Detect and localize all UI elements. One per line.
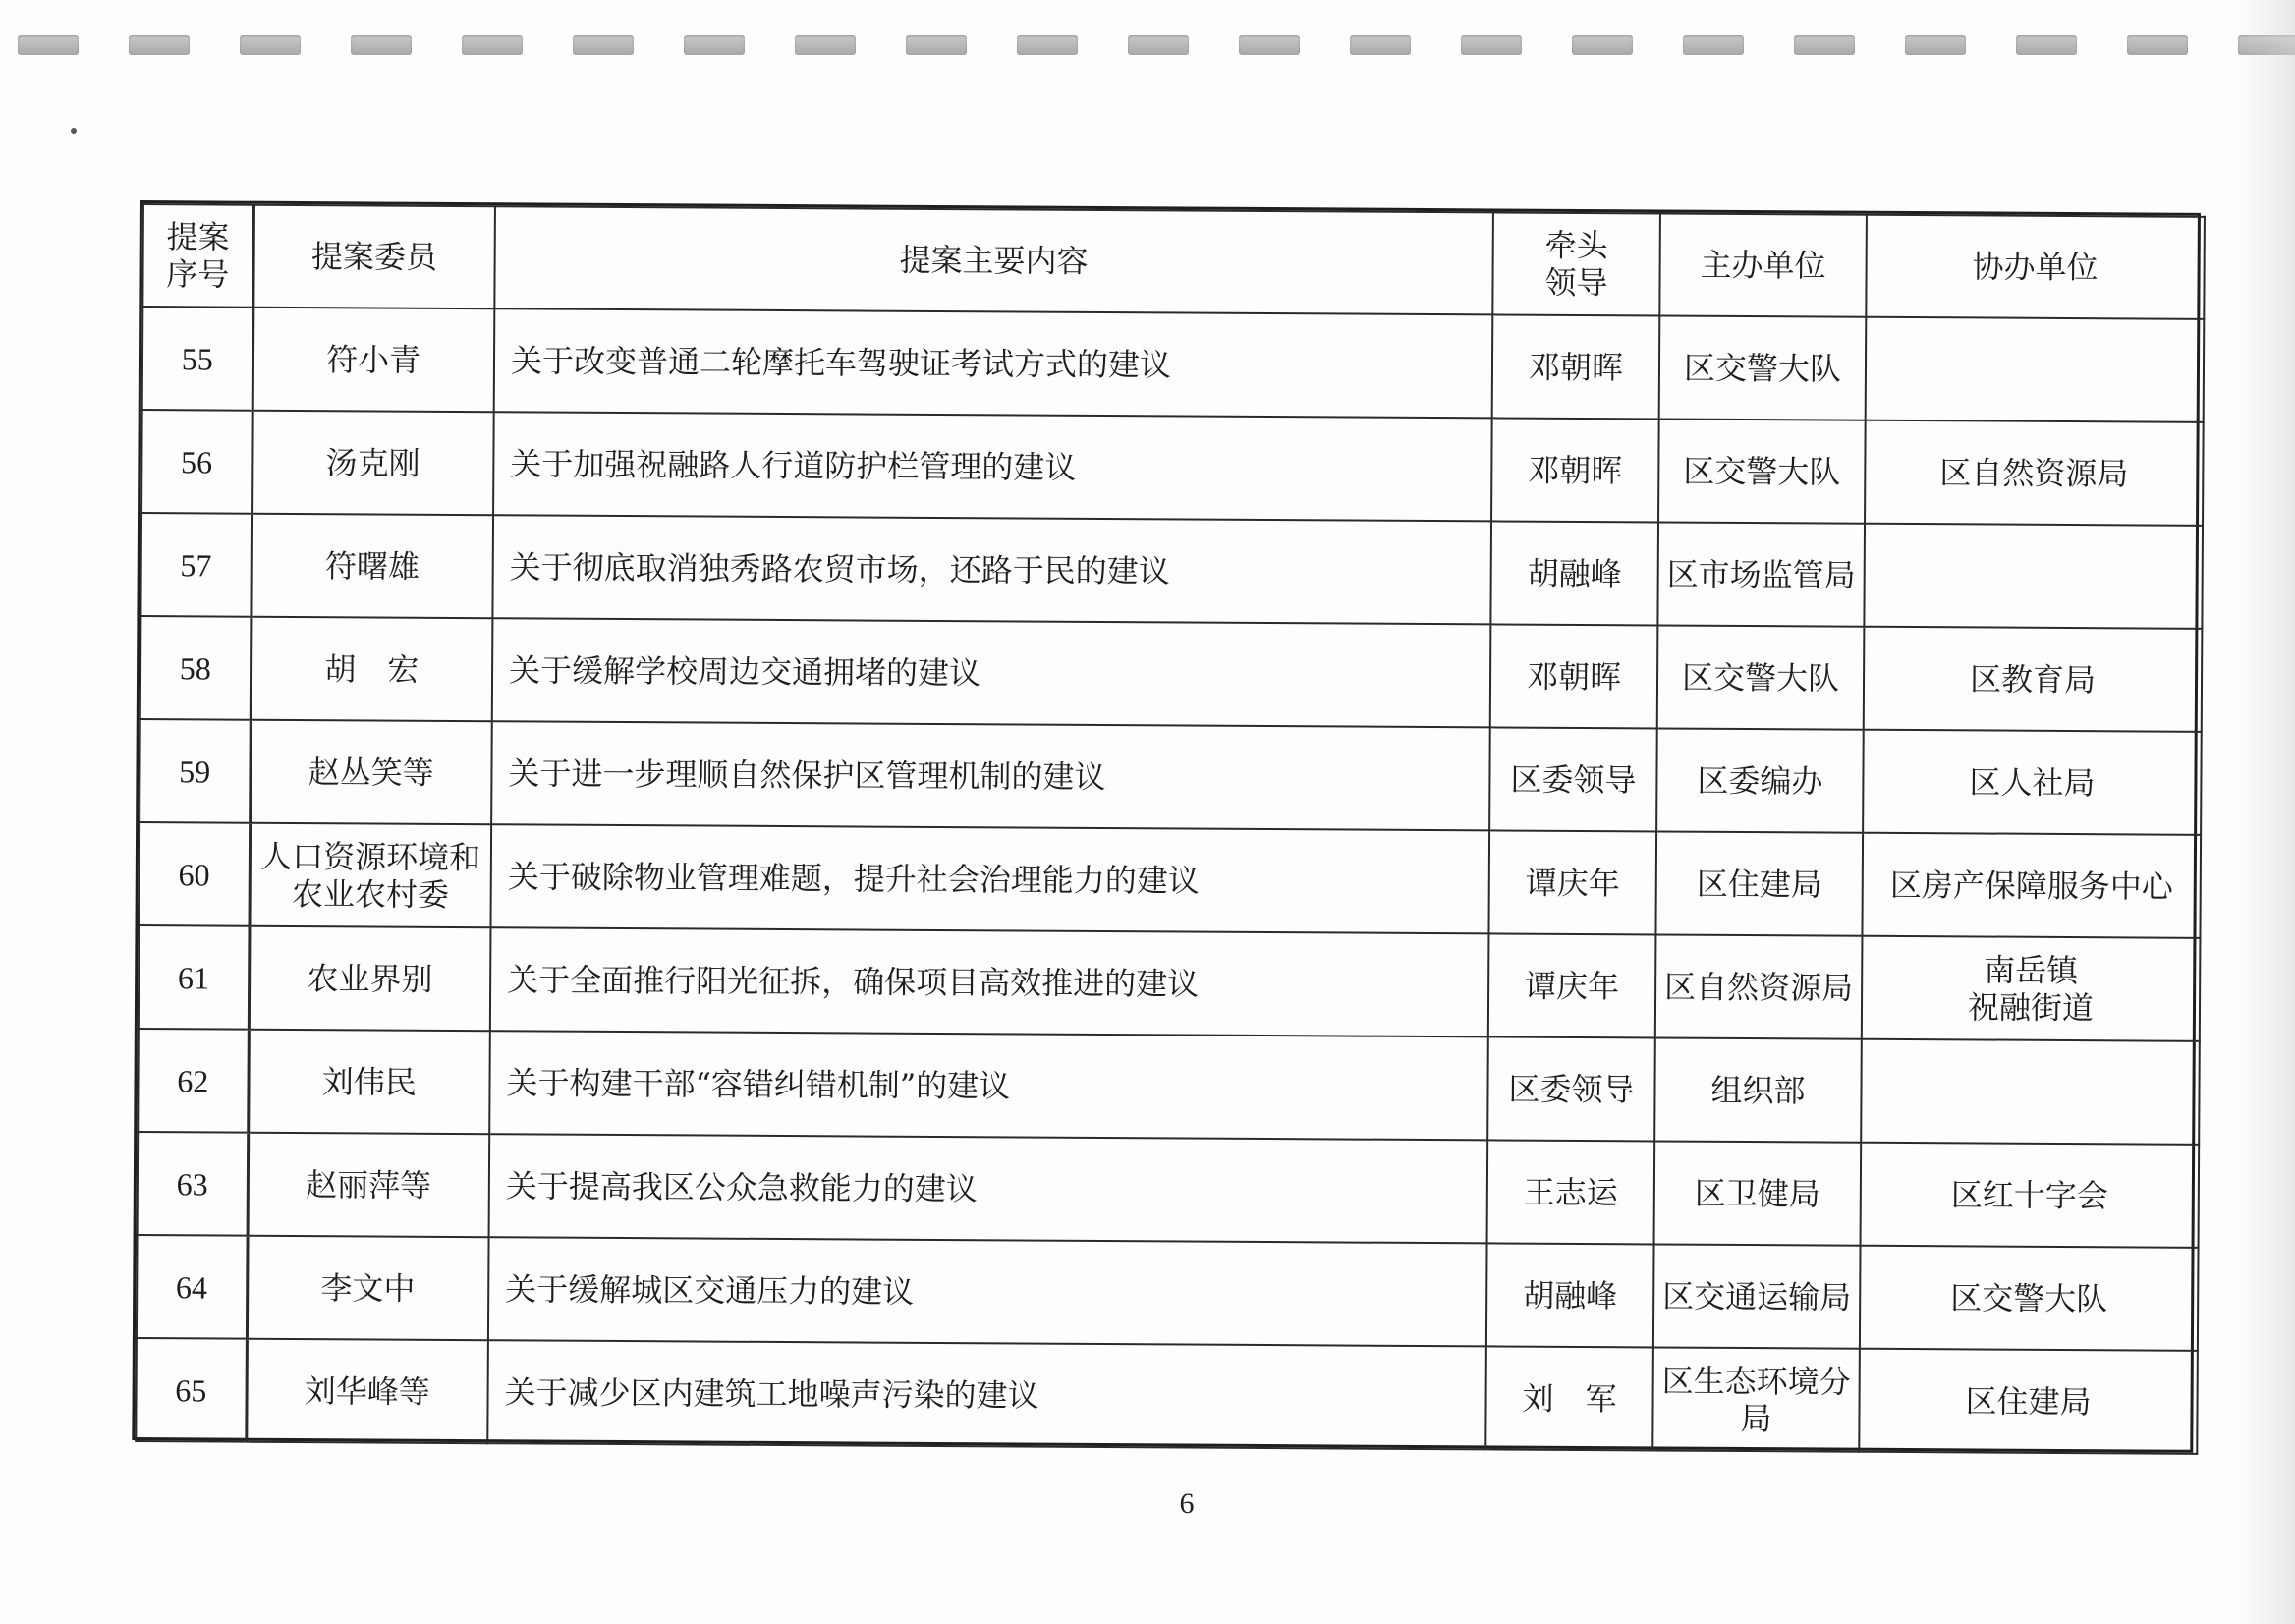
cell-assist: 南岳镇 祝融街道 bbox=[1862, 936, 2201, 1041]
cell-no: 64 bbox=[137, 1235, 248, 1339]
header-leader-text: 牵头 领导 bbox=[1544, 226, 1608, 303]
cell-assist: 区房产保障服务中心 bbox=[1862, 833, 2201, 938]
cell-host: 组织部 bbox=[1654, 1037, 1862, 1142]
cell-assist: 区自然资源局 bbox=[1865, 420, 2204, 526]
table-header-row bbox=[142, 204, 2205, 319]
binding-hole bbox=[1128, 35, 1189, 55]
binding-hole bbox=[2127, 35, 2188, 55]
table-row bbox=[137, 1235, 2199, 1351]
cell-content: 关于破除物业管理难题，提升社会治理能力的建议 bbox=[490, 824, 1489, 933]
cell-host: 区交通运输局 bbox=[1653, 1244, 1861, 1348]
binding-hole bbox=[906, 35, 967, 55]
proposal-table bbox=[135, 203, 2206, 1455]
header-content: 提案主要内容 bbox=[494, 206, 1493, 314]
binding-hole bbox=[462, 35, 523, 55]
cell-host: 区市场监管局 bbox=[1657, 522, 1865, 626]
cell-no: 59 bbox=[140, 719, 251, 823]
cell-no: 55 bbox=[142, 307, 253, 411]
binding-holes bbox=[0, 35, 2295, 59]
cell-content: 关于彻底取消独秀路农贸市场，还路于民的建议 bbox=[492, 515, 1491, 624]
table-row bbox=[138, 1029, 2200, 1145]
cell-leader: 谭庆年 bbox=[1488, 933, 1656, 1037]
cell-content: 关于缓解学校周边交通拥堵的建议 bbox=[492, 618, 1491, 727]
cell-member: 赵丽萍等 bbox=[248, 1133, 490, 1238]
cell-assist: 区住建局 bbox=[1859, 1349, 2198, 1454]
cell-no: 61 bbox=[139, 925, 250, 1030]
cell-leader: 胡融峰 bbox=[1486, 1243, 1654, 1347]
cell-content: 关于构建干部“容错纠错机制”的建议 bbox=[489, 1031, 1488, 1140]
cell-assist bbox=[1861, 1039, 2200, 1145]
cell-no: 62 bbox=[138, 1029, 249, 1133]
cell-host: 区自然资源局 bbox=[1655, 934, 1863, 1038]
binding-hole bbox=[684, 35, 745, 55]
scan-edge-shadow bbox=[2236, 0, 2295, 1624]
cell-leader: 邓朝晖 bbox=[1491, 418, 1659, 522]
cell-no: 57 bbox=[140, 513, 252, 617]
cell-no: 65 bbox=[136, 1338, 247, 1442]
table-row bbox=[138, 1132, 2200, 1248]
binding-hole bbox=[573, 35, 634, 55]
cell-content: 关于进一步理顺自然保护区管理机制的建议 bbox=[491, 721, 1490, 830]
table-row bbox=[136, 1338, 2198, 1454]
cell-host: 区交警大队 bbox=[1657, 625, 1865, 729]
cell-content: 关于提高我区公众急救能力的建议 bbox=[489, 1134, 1488, 1243]
header-assist: 协办单位 bbox=[1866, 215, 2205, 319]
cell-host: 区卫健局 bbox=[1654, 1141, 1862, 1245]
cell-content: 关于全面推行阳光征拆，确保项目高效推进的建议 bbox=[490, 927, 1489, 1036]
table-row bbox=[140, 616, 2203, 732]
binding-hole bbox=[1683, 35, 1744, 55]
table-row bbox=[140, 513, 2203, 629]
cell-host: 区委编办 bbox=[1656, 728, 1864, 832]
cell-member: 农业界别 bbox=[249, 926, 491, 1032]
binding-hole bbox=[1239, 35, 1300, 55]
binding-hole bbox=[1350, 35, 1411, 55]
cell-assist bbox=[1866, 317, 2205, 422]
cell-member: 符曙雄 bbox=[251, 514, 493, 619]
cell-leader: 区委领导 bbox=[1487, 1036, 1655, 1141]
binding-hole bbox=[129, 35, 190, 55]
binding-hole bbox=[18, 35, 79, 55]
header-member: 提案委员 bbox=[252, 205, 495, 309]
binding-hole bbox=[240, 35, 301, 55]
cell-host: 区生态环境分局 bbox=[1652, 1347, 1860, 1451]
binding-hole bbox=[1794, 35, 1855, 55]
binding-hole bbox=[1905, 35, 1966, 55]
binding-hole bbox=[1572, 35, 1633, 55]
cell-content: 关于减少区内建筑工地噪声污染的建议 bbox=[487, 1340, 1486, 1449]
cell-member: 符小青 bbox=[252, 308, 495, 413]
cell-assist: 区教育局 bbox=[1864, 627, 2203, 732]
header-leader bbox=[1492, 212, 1660, 315]
cell-assist: 区交警大队 bbox=[1860, 1246, 2199, 1351]
cell-member: 汤克刚 bbox=[252, 411, 494, 516]
cell-no: 56 bbox=[141, 410, 252, 514]
binding-hole bbox=[2016, 35, 2077, 55]
cell-leader: 区委领导 bbox=[1489, 727, 1657, 831]
proposal-table-frame bbox=[132, 200, 2201, 1453]
table-row bbox=[140, 719, 2202, 835]
header-host: 主办单位 bbox=[1659, 213, 1867, 316]
cell-no: 63 bbox=[138, 1132, 249, 1236]
cell-content: 关于加强祝融路人行道防护栏管理的建议 bbox=[493, 412, 1492, 521]
table-row bbox=[142, 307, 2205, 422]
cell-member: 李文中 bbox=[247, 1236, 489, 1341]
cell-member: 胡 宏 bbox=[251, 617, 493, 722]
cell-content: 关于缓解城区交通压力的建议 bbox=[488, 1237, 1487, 1346]
cell-leader: 邓朝晖 bbox=[1490, 624, 1658, 728]
cell-member: 刘伟民 bbox=[248, 1030, 490, 1135]
cell-member: 赵丛笑等 bbox=[250, 720, 492, 825]
cell-host: 区住建局 bbox=[1655, 831, 1863, 935]
header-no-text: 提案 序号 bbox=[166, 218, 230, 294]
header-no bbox=[142, 204, 253, 308]
cell-assist bbox=[1864, 524, 2203, 629]
cell-no: 60 bbox=[139, 822, 250, 926]
cell-no: 58 bbox=[140, 616, 252, 720]
cell-leader: 刘 军 bbox=[1485, 1346, 1653, 1450]
cell-leader: 邓朝晖 bbox=[1492, 314, 1660, 419]
binding-hole bbox=[795, 35, 856, 55]
scan-speck bbox=[71, 128, 77, 134]
cell-leader: 谭庆年 bbox=[1488, 830, 1656, 934]
cell-member: 人口资源环境和农业农村委 bbox=[249, 823, 491, 928]
cell-host: 区交警大队 bbox=[1658, 419, 1866, 523]
binding-hole bbox=[1017, 35, 1078, 55]
cell-host: 区交警大队 bbox=[1659, 315, 1867, 420]
cell-leader: 王志运 bbox=[1487, 1140, 1655, 1244]
binding-hole bbox=[1461, 35, 1522, 55]
binding-hole bbox=[351, 35, 412, 55]
cell-assist: 区人社局 bbox=[1863, 730, 2202, 835]
table-row bbox=[139, 822, 2201, 938]
table-row bbox=[139, 925, 2201, 1041]
cell-assist: 区红十字会 bbox=[1861, 1143, 2200, 1248]
cell-member: 刘华峰等 bbox=[246, 1339, 488, 1444]
cell-leader: 胡融峰 bbox=[1490, 521, 1658, 625]
table-row bbox=[141, 410, 2204, 526]
page-number: 6 bbox=[1179, 1487, 1195, 1520]
cell-content: 关于改变普通二轮摩托车驾驶证考试方式的建议 bbox=[494, 308, 1493, 418]
